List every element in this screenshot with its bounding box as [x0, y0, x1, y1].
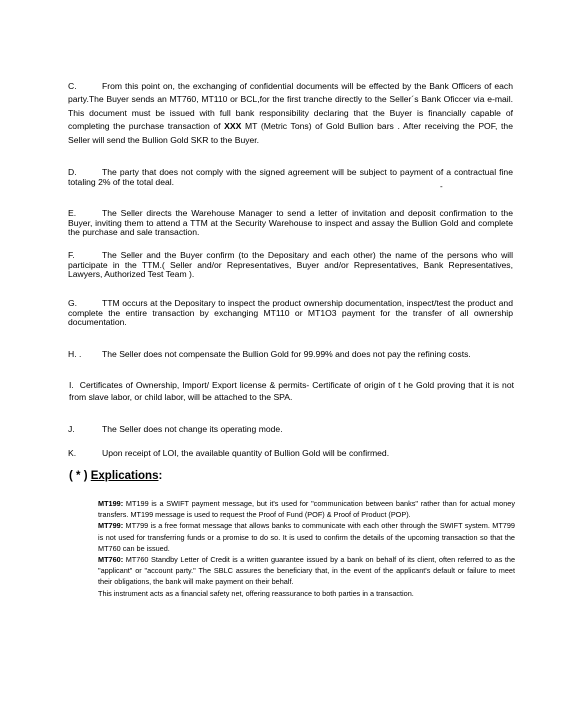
heading-prefix: ( * ) [69, 470, 88, 482]
explication-text: MT760 Standby Letter of Credit is a written guarantee issued by a bank on behalf of its client, often referred to as the "applicant" or "account party." The SBLC assures the beneficiary that, in the event of the applicant's default or failure to meet their obligations, the bank will make payment on their behalf. [98, 555, 515, 587]
explication-text: MT199 is a SWIFT payment message, but it's used for "communication between banks" rather than for actual money transfers. MT199 message is used to request the Proof of Fund (POF) & Proof of Product (POP). [98, 499, 515, 520]
heading-title: Explications [90, 470, 159, 482]
paragraph-letter: G. [68, 298, 78, 308]
paragraph-letter: J. [68, 424, 75, 434]
paragraph-h [68, 349, 513, 361]
paragraph-text: Upon receipt of LOI, the available quantity of Bullion Gold will be confirmed. [102, 448, 390, 458]
explication-mt199 [98, 498, 515, 520]
explications-heading [69, 470, 162, 482]
paragraph-j [68, 424, 513, 436]
paragraph-i [69, 380, 514, 403]
paragraph-text: The Seller does not change its operating mode. [102, 424, 283, 434]
paragraph-letter: F. [68, 250, 75, 260]
explication-code: MT760: [98, 555, 124, 565]
paragraph-k [68, 448, 513, 460]
paragraph-letter: H. . [68, 349, 82, 359]
paragraph-letter: C. [68, 81, 77, 91]
paragraph-letter: K. [68, 448, 77, 458]
paragraph-e [68, 209, 513, 238]
paragraph-text-cont: MT (Metric Tons) of Gold Bullion bars . After receiving the POF, the Seller will send the Bullion Gold SKR to the Buyer. [68, 121, 513, 145]
explication-text: MT799 is a free format message that allows banks to communicate with each other through the SWIFT system. MT799 is not used for transferring funds or a promise to do so. It is used to confirm the details of the upcoming transaction so that the MT760 can be issued. [98, 521, 515, 553]
paragraph-c [68, 80, 513, 147]
paragraph-f [68, 251, 513, 280]
explication-mt799 [98, 520, 515, 554]
paragraph-letter: I. [69, 380, 74, 390]
paragraph-text: Certificates of Ownership, Import/ Export license & permits- Certificate of origin of t he Gold proving that it is not from slave labor, or child labor, will be attached to the SPA. [69, 380, 514, 402]
paragraph-text: The Seller does not compensate the Bullion Gold for 99.99% and does not pay the refining costs. [102, 349, 471, 359]
paragraph-d [68, 168, 513, 187]
quantity-placeholder: XXX [224, 121, 242, 132]
paragraph-g [68, 299, 513, 328]
paragraph-text: TTM occurs at the Depositary to inspect the product ownership documentation, inspect/test the product and complete the entire transaction by exchanging MT110 or MT1O3 payment for the transfer of all ownership documentation. [68, 298, 513, 328]
paragraph-text: The Seller and the Buyer confirm (to the Depositary and each other) the name of the persons who will participate in the TTM.( Seller and/or Representatives, Buyer and/or Representatives, Bank Representatives, Lawyers, Authorized Test Team ). [68, 250, 513, 280]
paragraph-text: The party that does not comply with the signed agreement will be subject to payment of a contractual fine totaling 2% of the total deal. [68, 167, 513, 187]
explication-closing: This instrument acts as a financial safety net, offering reassurance to both parties in a transaction. [98, 588, 414, 598]
paragraph-text: From this point on, the exchanging of confidential documents will be effected by the Bank Officers of each party.The Buyer sends an MT760, MT110 or BCL,for the first tranche directly to the Seller´s Bank Oficcer via e-mail. This document must be issued with full bank responsibility declaring that the Buyer is financially capable of completing the purchase transaction of [68, 81, 513, 132]
paragraph-letter: E. [68, 208, 77, 218]
explication-code: MT199: [98, 499, 124, 508]
heading-suffix: : [158, 470, 163, 482]
explication-mt760 [98, 554, 515, 588]
paragraph-letter: D. [68, 167, 77, 177]
explications-body [98, 498, 515, 599]
stray-dash-mark: - [440, 182, 443, 191]
paragraph-text: The Seller directs the Warehouse Manager to send a letter of invitation and deposit confirmation to the Buyer, inviting them to attend a TTM at the Security Warehouse to inspect and assay the Bullion Gold and complete the purchase and sale transaction. [68, 208, 513, 238]
explication-code: MT799: [98, 521, 124, 531]
